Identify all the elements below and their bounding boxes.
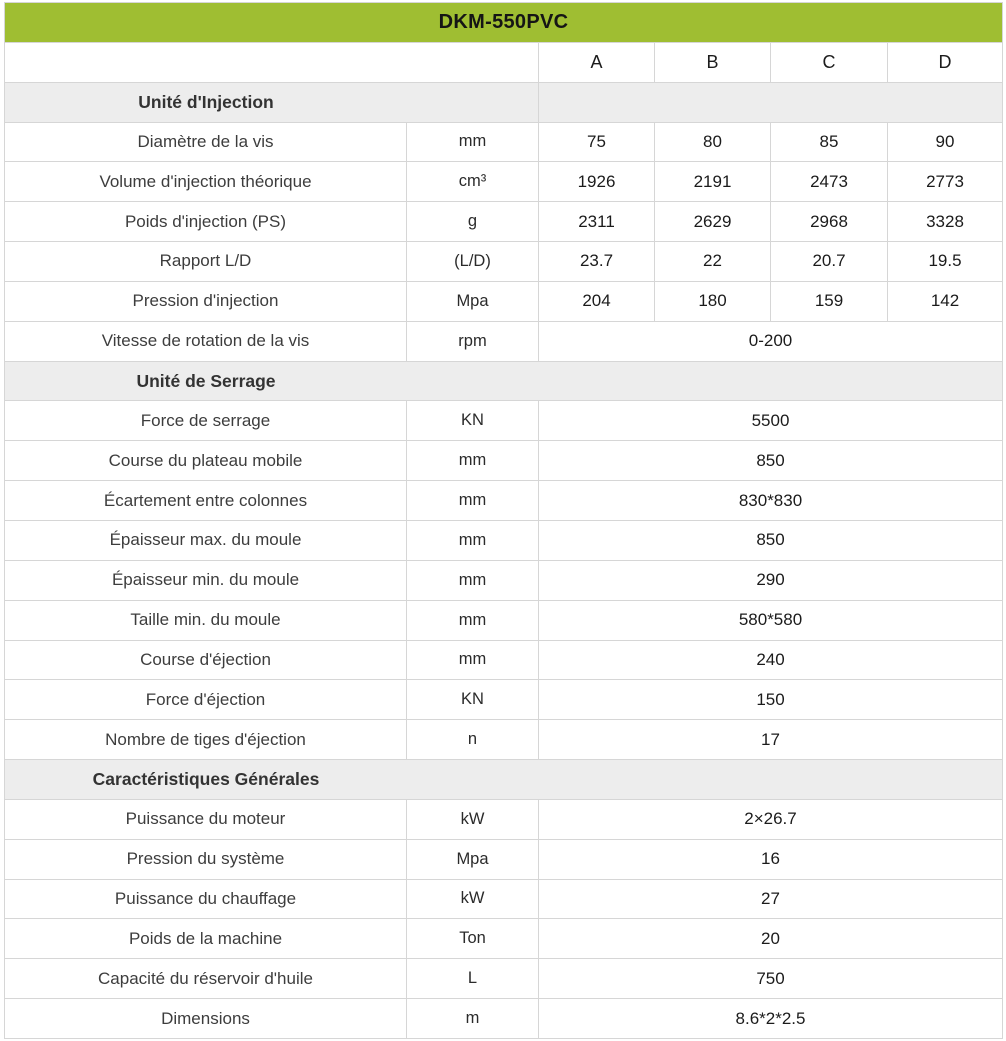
spec-table <box>4 2 1003 1039</box>
row-value-C: 159 <box>771 281 888 321</box>
spec-row <box>5 242 1003 282</box>
row-value-merged: 580*580 <box>539 600 1003 640</box>
row-value-merged: 27 <box>539 879 1003 919</box>
spec-row <box>5 959 1003 999</box>
row-value-merged: 2×26.7 <box>539 799 1003 839</box>
row-value-D: 142 <box>888 281 1003 321</box>
row-label: Taille min. du moule <box>5 600 407 640</box>
row-label: Puissance du chauffage <box>5 879 407 919</box>
row-label: Épaisseur min. du moule <box>5 560 407 600</box>
spec-row <box>5 401 1003 441</box>
spec-row <box>5 999 1003 1039</box>
row-value-merged: 5500 <box>539 401 1003 441</box>
row-value-merged: 150 <box>539 680 1003 720</box>
spec-row <box>5 799 1003 839</box>
spec-row <box>5 441 1003 481</box>
row-value-A: 1926 <box>539 162 655 202</box>
row-value-merged: 0-200 <box>539 321 1003 361</box>
column-header-B: B <box>655 42 771 82</box>
row-value-A: 23.7 <box>539 242 655 282</box>
row-value-B: 180 <box>655 281 771 321</box>
spec-row <box>5 122 1003 162</box>
row-value-merged: 240 <box>539 640 1003 680</box>
row-value-B: 22 <box>655 242 771 282</box>
table-title: DKM-550PVC <box>5 3 1003 43</box>
spec-row <box>5 560 1003 600</box>
row-unit: Mpa <box>407 839 539 879</box>
row-value-merged: 750 <box>539 959 1003 999</box>
column-header-A: A <box>539 42 655 82</box>
spec-row <box>5 919 1003 959</box>
row-unit: g <box>407 202 539 242</box>
corner-cell <box>5 42 539 82</box>
row-value-C: 2473 <box>771 162 888 202</box>
row-label: Course d'éjection <box>5 640 407 680</box>
row-unit: mm <box>407 640 539 680</box>
row-label: Course du plateau mobile <box>5 441 407 481</box>
column-header-D: D <box>888 42 1003 82</box>
row-value-C: 20.7 <box>771 242 888 282</box>
spec-row <box>5 520 1003 560</box>
row-unit: mm <box>407 520 539 560</box>
row-value-D: 2773 <box>888 162 1003 202</box>
row-value-merged: 20 <box>539 919 1003 959</box>
row-unit: mm <box>407 600 539 640</box>
section-title-label: Caractéristiques Générales <box>92 768 320 789</box>
row-value-A: 204 <box>539 281 655 321</box>
row-value-merged: 17 <box>539 720 1003 760</box>
row-unit: cm³ <box>407 162 539 202</box>
row-value-D: 3328 <box>888 202 1003 242</box>
spec-row <box>5 879 1003 919</box>
row-unit: L <box>407 959 539 999</box>
row-label: Capacité du réservoir d'huile <box>5 959 407 999</box>
column-header-row <box>5 42 1003 82</box>
row-unit: KN <box>407 680 539 720</box>
spec-row <box>5 600 1003 640</box>
row-label: Nombre de tiges d'éjection <box>5 720 407 760</box>
row-label: Diamètre de la vis <box>5 122 407 162</box>
section-title <box>5 760 1003 800</box>
spec-row <box>5 321 1003 361</box>
row-label: Pression d'injection <box>5 281 407 321</box>
row-value-A: 75 <box>539 122 655 162</box>
row-value-D: 90 <box>888 122 1003 162</box>
column-header-C: C <box>771 42 888 82</box>
spec-row <box>5 720 1003 760</box>
row-value-merged: 16 <box>539 839 1003 879</box>
row-unit: kW <box>407 799 539 839</box>
spec-row <box>5 680 1003 720</box>
spec-row <box>5 202 1003 242</box>
row-value-merged: 850 <box>539 520 1003 560</box>
row-label: Épaisseur max. du moule <box>5 520 407 560</box>
section-title-label: Unité de Serrage <box>136 370 276 391</box>
row-label: Volume d'injection théorique <box>5 162 407 202</box>
row-unit: mm <box>407 481 539 521</box>
section-header-row <box>5 82 1003 122</box>
row-unit: mm <box>407 122 539 162</box>
row-label: Pression du système <box>5 839 407 879</box>
title-row <box>5 3 1003 43</box>
section-title <box>5 361 1003 401</box>
section-title <box>5 82 539 122</box>
row-value-A: 2311 <box>539 202 655 242</box>
spec-table-body <box>5 3 1003 1039</box>
row-value-B: 80 <box>655 122 771 162</box>
row-unit: Mpa <box>407 281 539 321</box>
row-value-C: 2968 <box>771 202 888 242</box>
row-label: Écartement entre colonnes <box>5 481 407 521</box>
row-label: Dimensions <box>5 999 407 1039</box>
section-header-spacer <box>539 82 1003 122</box>
row-value-merged: 290 <box>539 560 1003 600</box>
row-unit: Ton <box>407 919 539 959</box>
row-label: Poids de la machine <box>5 919 407 959</box>
spec-row <box>5 281 1003 321</box>
section-header-row <box>5 361 1003 401</box>
row-label: Force d'éjection <box>5 680 407 720</box>
row-unit: (L/D) <box>407 242 539 282</box>
row-unit: kW <box>407 879 539 919</box>
row-label: Poids d'injection (PS) <box>5 202 407 242</box>
row-value-merged: 8.6*2*2.5 <box>539 999 1003 1039</box>
row-value-B: 2629 <box>655 202 771 242</box>
row-unit: mm <box>407 560 539 600</box>
row-label: Puissance du moteur <box>5 799 407 839</box>
row-unit: n <box>407 720 539 760</box>
row-value-D: 19.5 <box>888 242 1003 282</box>
spec-row <box>5 640 1003 680</box>
row-value-C: 85 <box>771 122 888 162</box>
section-title-label: Unité d'Injection <box>138 91 274 112</box>
spec-row <box>5 481 1003 521</box>
row-label: Vitesse de rotation de la vis <box>5 321 407 361</box>
row-value-merged: 850 <box>539 441 1003 481</box>
row-unit: mm <box>407 441 539 481</box>
row-unit: KN <box>407 401 539 441</box>
row-value-merged: 830*830 <box>539 481 1003 521</box>
row-label: Rapport L/D <box>5 242 407 282</box>
row-label: Force de serrage <box>5 401 407 441</box>
row-unit: rpm <box>407 321 539 361</box>
section-header-row <box>5 760 1003 800</box>
row-unit: m <box>407 999 539 1039</box>
spec-row <box>5 839 1003 879</box>
row-value-B: 2191 <box>655 162 771 202</box>
spec-row <box>5 162 1003 202</box>
